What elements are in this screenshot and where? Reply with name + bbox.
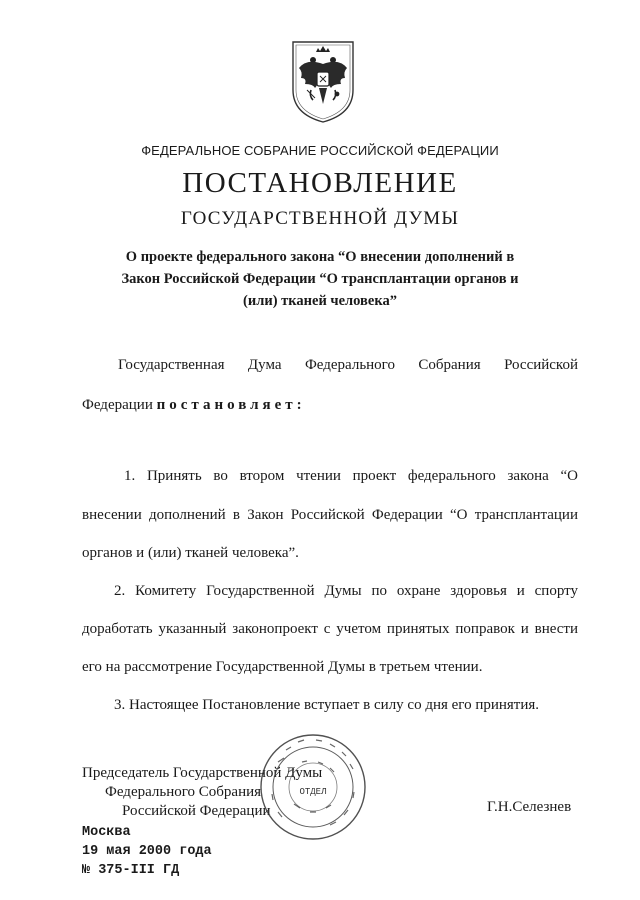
item-1-line: внесении дополнений в Закон Российской Федерации “О трансплантации — [82, 507, 578, 523]
preamble-line: Государственная Дума Федерального Собрания Российской — [118, 357, 578, 373]
document-number: № 375-III ГД — [82, 863, 180, 878]
signatory-title-line: Председатель Государственной Думы — [82, 765, 323, 781]
subject-line: (или) тканей человека” — [243, 293, 397, 309]
stamp-center-text: ОТДЕЛ — [299, 787, 327, 797]
preamble-line — [82, 397, 306, 414]
preamble-resolves: постановляет: — [156, 397, 306, 413]
item-1-line: органов и (или) тканей человека”. — [82, 545, 299, 561]
signatory-title-line: Российской Федерации — [122, 803, 271, 819]
item-1-line: 1. Принять во втором чтении проект федерального закона “О — [124, 468, 578, 484]
item-2-line: доработать указанный законопроект с учетом принятых поправок и внести — [82, 621, 578, 637]
signatory-name: Г.Н.Селезнев — [487, 799, 572, 815]
official-stamp-seal — [258, 732, 368, 842]
signatory-title-line: Федерального Собрания — [105, 784, 262, 800]
document-city: Москва — [82, 825, 131, 840]
subject-line: О проекте федерального закона “О внесении дополнений в — [125, 249, 515, 265]
item-3-line: 3. Настоящее Постановление вступает в силу со дня его принятия. — [114, 697, 540, 713]
document-date: 19 мая 2000 года — [82, 844, 212, 859]
item-2-line: 2. Комитету Государственной Думы по охране здоровья и спорту — [114, 583, 578, 599]
coat-of-arms-emblem-icon — [289, 38, 357, 124]
document-issuer-title: ГОСУДАРСТВЕННОЙ ДУМЫ — [180, 208, 460, 229]
preamble-text: Федерации — [82, 397, 153, 413]
document-subject — [0, 246, 640, 312]
subject-line: Закон Российской Федерации “О трансплантации органов и — [121, 271, 519, 287]
item-2-line: его на рассмотрение Государственной Думы в третьем чтении. — [82, 659, 483, 675]
document-type-title: ПОСТАНОВЛЕНИЕ — [182, 167, 458, 199]
organization-header: ФЕДЕРАЛЬНОЕ СОБРАНИЕ РОССИЙСКОЙ ФЕДЕРАЦИИ — [141, 143, 499, 158]
